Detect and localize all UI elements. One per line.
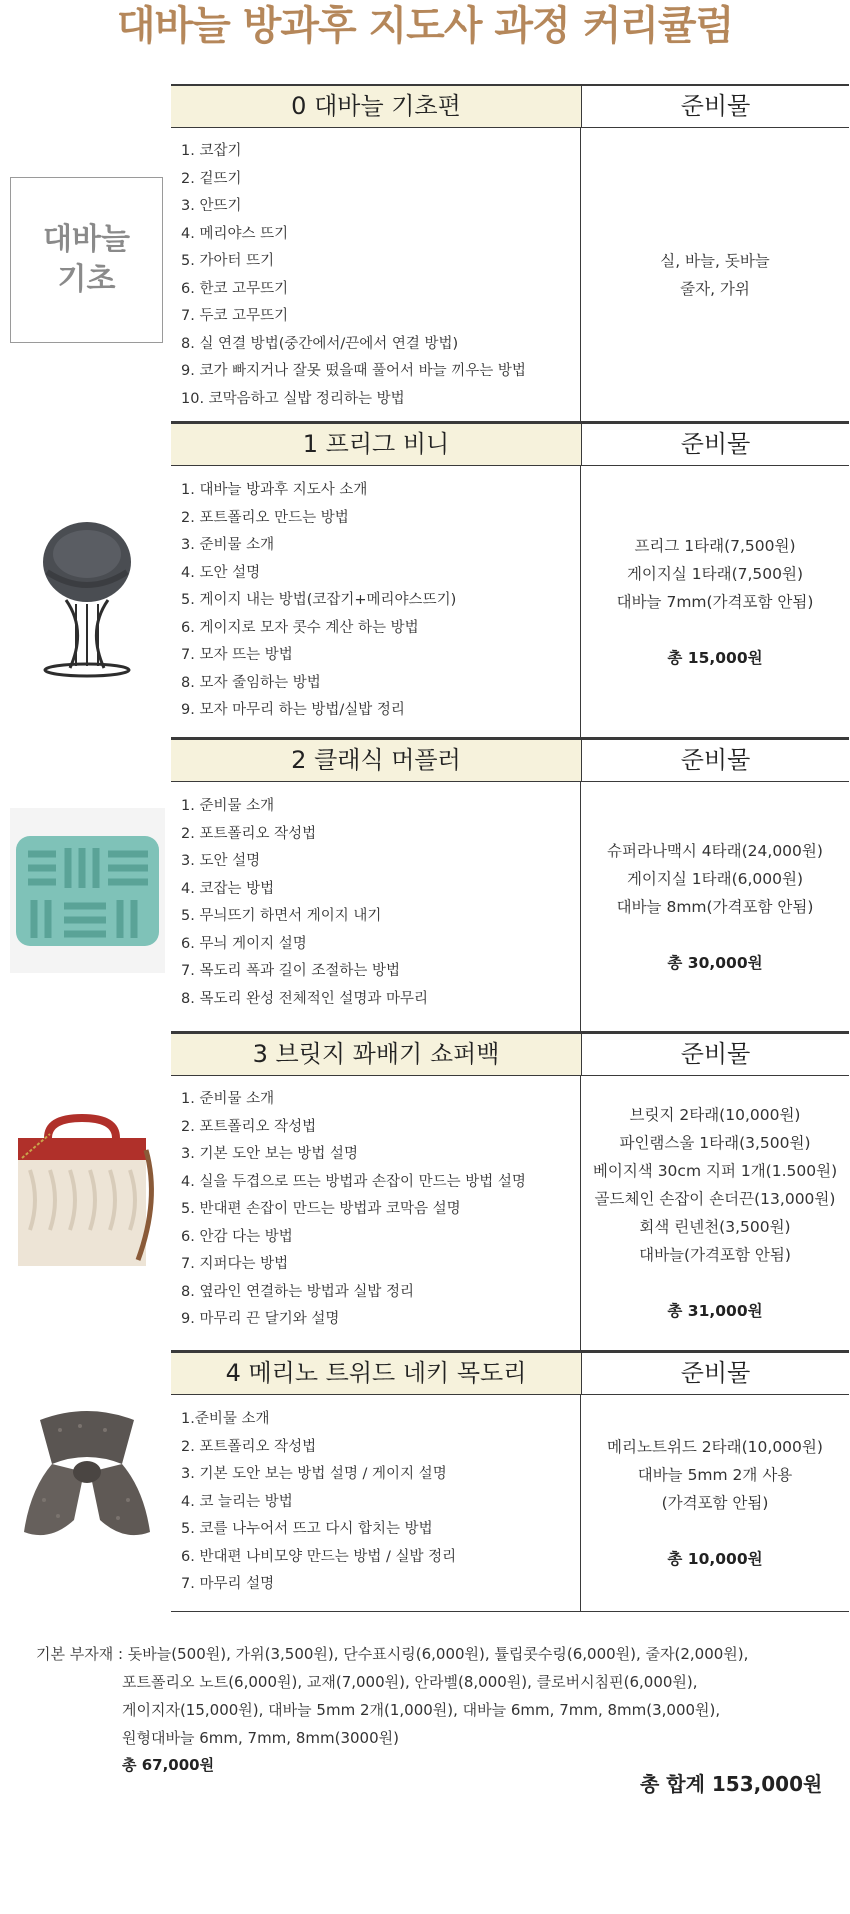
section-title: 0 대바늘 기초편 <box>171 86 582 127</box>
basic-label <box>10 177 163 343</box>
section-2-body <box>171 782 849 1032</box>
step-item: 4. 코 늘리는 방법 <box>181 1493 293 1510</box>
footer-line: 기본 부자재 : 돗바늘(500원), 가위(3,500원), 단수표시링(6,000원), 튤립콧수링(6,000원), 줄자(2,000원), <box>36 1645 749 1663</box>
step-item: 9. 마무리 끈 달기와 설명 <box>181 1311 340 1327</box>
section-title: 4 메리노 트위드 네키 목도리 <box>171 1353 582 1394</box>
step-item: 8. 옆라인 연결하는 방법과 실밥 정리 <box>181 1283 414 1300</box>
step-item: 2. 포트폴리오 작성법 <box>181 825 317 842</box>
step-item: 1. 대바늘 방과후 지도사 소개 <box>181 482 368 498</box>
step-item: 1.준비물 소개 <box>181 1411 270 1427</box>
materials-total: 총 15,000원 <box>667 648 763 667</box>
section-4-body <box>171 1395 849 1612</box>
section-0-header <box>171 84 849 128</box>
step-item: 5. 게이지 내는 방법(코잡기+메리야스뜨기) <box>181 592 457 608</box>
step-item: 3. 도안 설명 <box>181 853 261 869</box>
footer-total: 총 67,000원 <box>122 1756 215 1774</box>
grand-total: 총 합계 153,000원 <box>640 1772 823 1796</box>
footer-line: 포트폴리오 노트(6,000원), 교재(7,000원), 안라벨(8,000원), 클로버시침핀(6,000원), <box>122 1673 698 1691</box>
materials <box>581 466 849 737</box>
step-item: 1. 준비물 소개 <box>181 1091 275 1107</box>
footer-line: 게이지자(15,000원), 대바늘 5mm 2개(1,000원), 대바늘 6mm, 7mm, 8mm(3,000원), <box>122 1701 721 1719</box>
section-2-header <box>171 738 849 782</box>
material-item: 대바늘(가격포함 안됨) <box>639 1246 791 1264</box>
step-item: 5. 반대편 손잡이 만드는 방법과 코막음 설명 <box>181 1201 461 1217</box>
material-item: 대바늘 5mm 2개 사용 <box>637 1466 793 1484</box>
step-item: 5. 무늬뜨기 하면서 게이지 내기 <box>181 908 382 924</box>
prep-header: 준비물 <box>582 1034 849 1075</box>
step-item: 1. 코잡기 <box>181 143 242 159</box>
materials <box>581 128 849 421</box>
step-item: 9. 모자 마무리 하는 방법/실밥 정리 <box>181 702 405 718</box>
prep-header: 준비물 <box>582 740 849 781</box>
step-item: 8. 모자 줄임하는 방법 <box>181 674 321 691</box>
muffler-image <box>10 808 165 973</box>
step-item: 6. 반대편 나비모양 만드는 방법 / 실밥 정리 <box>181 1548 457 1565</box>
step-item: 4. 실을 두겹으로 뜨는 방법과 손잡이 만드는 방법 설명 <box>181 1173 526 1190</box>
step-item: 2. 포트폴리오 만드는 방법 <box>181 509 349 526</box>
beanie-stand-image <box>10 520 165 680</box>
section-1-body <box>171 466 849 738</box>
material-item: 게이지실 1타래(6,000원) <box>626 869 804 888</box>
basic-label-line: 대바늘 <box>43 222 130 257</box>
step-item: 3. 준비물 소개 <box>181 537 275 553</box>
section-4-header <box>171 1351 849 1395</box>
section-title: 1 프리그 비니 <box>171 424 582 465</box>
material-item: 줄자, 가위 <box>680 279 750 298</box>
material-item: 슈퍼라나맥시 4타래(24,000원) <box>607 841 823 860</box>
prep-header: 준비물 <box>582 424 849 465</box>
step-item: 2. 포트폴리오 작성법 <box>181 1118 317 1135</box>
material-item: 회색 린넨천(3,500원) <box>639 1218 791 1236</box>
neck-scarf-image <box>10 1400 165 1560</box>
step-item: 9. 코가 빠지거나 잘못 떴을때 풀어서 바늘 끼우는 방법 <box>181 363 526 379</box>
material-item: 브릿지 2타래(10,000원) <box>629 1106 801 1124</box>
step-list <box>171 782 581 1031</box>
material-item: 대바늘 8mm(가격포함 안됨) <box>616 897 814 916</box>
step-item: 7. 마무리 설명 <box>181 1576 275 1592</box>
material-item: 대바늘 7mm(가격포함 안됨) <box>616 592 814 611</box>
material-item: 실, 바늘, 돗바늘 <box>660 251 770 270</box>
step-item: 2. 포트폴리오 작성법 <box>181 1438 317 1455</box>
step-item: 6. 안감 다는 방법 <box>181 1228 293 1245</box>
materials-total: 총 10,000원 <box>667 1550 763 1568</box>
step-item: 7. 모자 뜨는 방법 <box>181 647 293 663</box>
step-list <box>171 466 581 737</box>
step-item: 2. 겉뜨기 <box>181 170 242 187</box>
section-3-body <box>171 1076 849 1351</box>
step-list <box>171 128 581 421</box>
material-item: 프리그 1타래(7,500원) <box>634 536 796 555</box>
step-list <box>171 1076 581 1350</box>
section-1-header <box>171 422 849 466</box>
section-title: 2 클래식 머플러 <box>171 740 582 781</box>
step-item: 1. 준비물 소개 <box>181 798 275 814</box>
shopper-bag-image <box>10 1110 165 1275</box>
materials <box>581 782 849 1031</box>
section-3-header <box>171 1032 849 1076</box>
step-item: 6. 게이지로 모자 콧수 계산 하는 방법 <box>181 619 419 636</box>
step-item: 8. 실 연결 방법(중간에서/끈에서 연결 방법) <box>181 335 459 352</box>
step-item: 5. 가아터 뜨기 <box>181 253 275 269</box>
step-item: 4. 도안 설명 <box>181 564 261 581</box>
section-0-body <box>171 128 849 422</box>
step-item: 7. 목도리 폭과 길이 조절하는 방법 <box>181 963 400 979</box>
step-item: 6. 무늬 게이지 설명 <box>181 935 307 952</box>
material-item: 메리노트위드 2타래(10,000원) <box>607 1438 823 1456</box>
material-item: (가격포함 안됨) <box>661 1494 769 1512</box>
step-item: 3. 기본 도안 보는 방법 설명 / 게이지 설명 <box>181 1466 447 1482</box>
material-item: 파인램스울 1타래(3,500원) <box>619 1134 811 1152</box>
step-item: 10. 코막음하고 실밥 정리하는 방법 <box>181 390 405 407</box>
footer-line: 원형대바늘 6mm, 7mm, 8mm(3000원) <box>122 1729 399 1747</box>
step-item: 7. 두코 고무뜨기 <box>181 308 289 324</box>
step-item: 4. 메리야스 뜨기 <box>181 225 289 242</box>
material-item: 베이지색 30cm 지퍼 1개(1.500원) <box>592 1162 838 1180</box>
step-item: 3. 안뜨기 <box>181 198 242 214</box>
basic-label-line: 기초 <box>57 262 116 297</box>
step-list <box>171 1395 581 1611</box>
step-item: 7. 지퍼다는 방법 <box>181 1256 289 1272</box>
step-item: 5. 코를 나누어서 뜨고 다시 합치는 방법 <box>181 1521 433 1537</box>
materials <box>581 1395 849 1611</box>
material-item: 골드체인 손잡이 숀더끈(13,000원) <box>594 1190 836 1208</box>
materials <box>581 1076 849 1350</box>
material-item: 게이지실 1타래(7,500원) <box>626 564 804 583</box>
step-item: 8. 목도리 완성 전체적인 설명과 마무리 <box>181 990 428 1007</box>
step-item: 3. 기본 도안 보는 방법 설명 <box>181 1146 358 1162</box>
prep-header: 준비물 <box>582 1353 849 1394</box>
step-item: 4. 코잡는 방법 <box>181 880 275 897</box>
materials-total: 총 31,000원 <box>667 1302 763 1320</box>
step-item: 6. 한코 고무뜨기 <box>181 280 289 297</box>
materials-total: 총 30,000원 <box>667 953 763 972</box>
page-title: 대바늘 방과후 지도사 과정 커리큘럼 <box>116 3 734 49</box>
prep-header: 준비물 <box>582 86 849 127</box>
section-title: 3 브릿지 꽈배기 쇼퍼백 <box>171 1034 582 1075</box>
